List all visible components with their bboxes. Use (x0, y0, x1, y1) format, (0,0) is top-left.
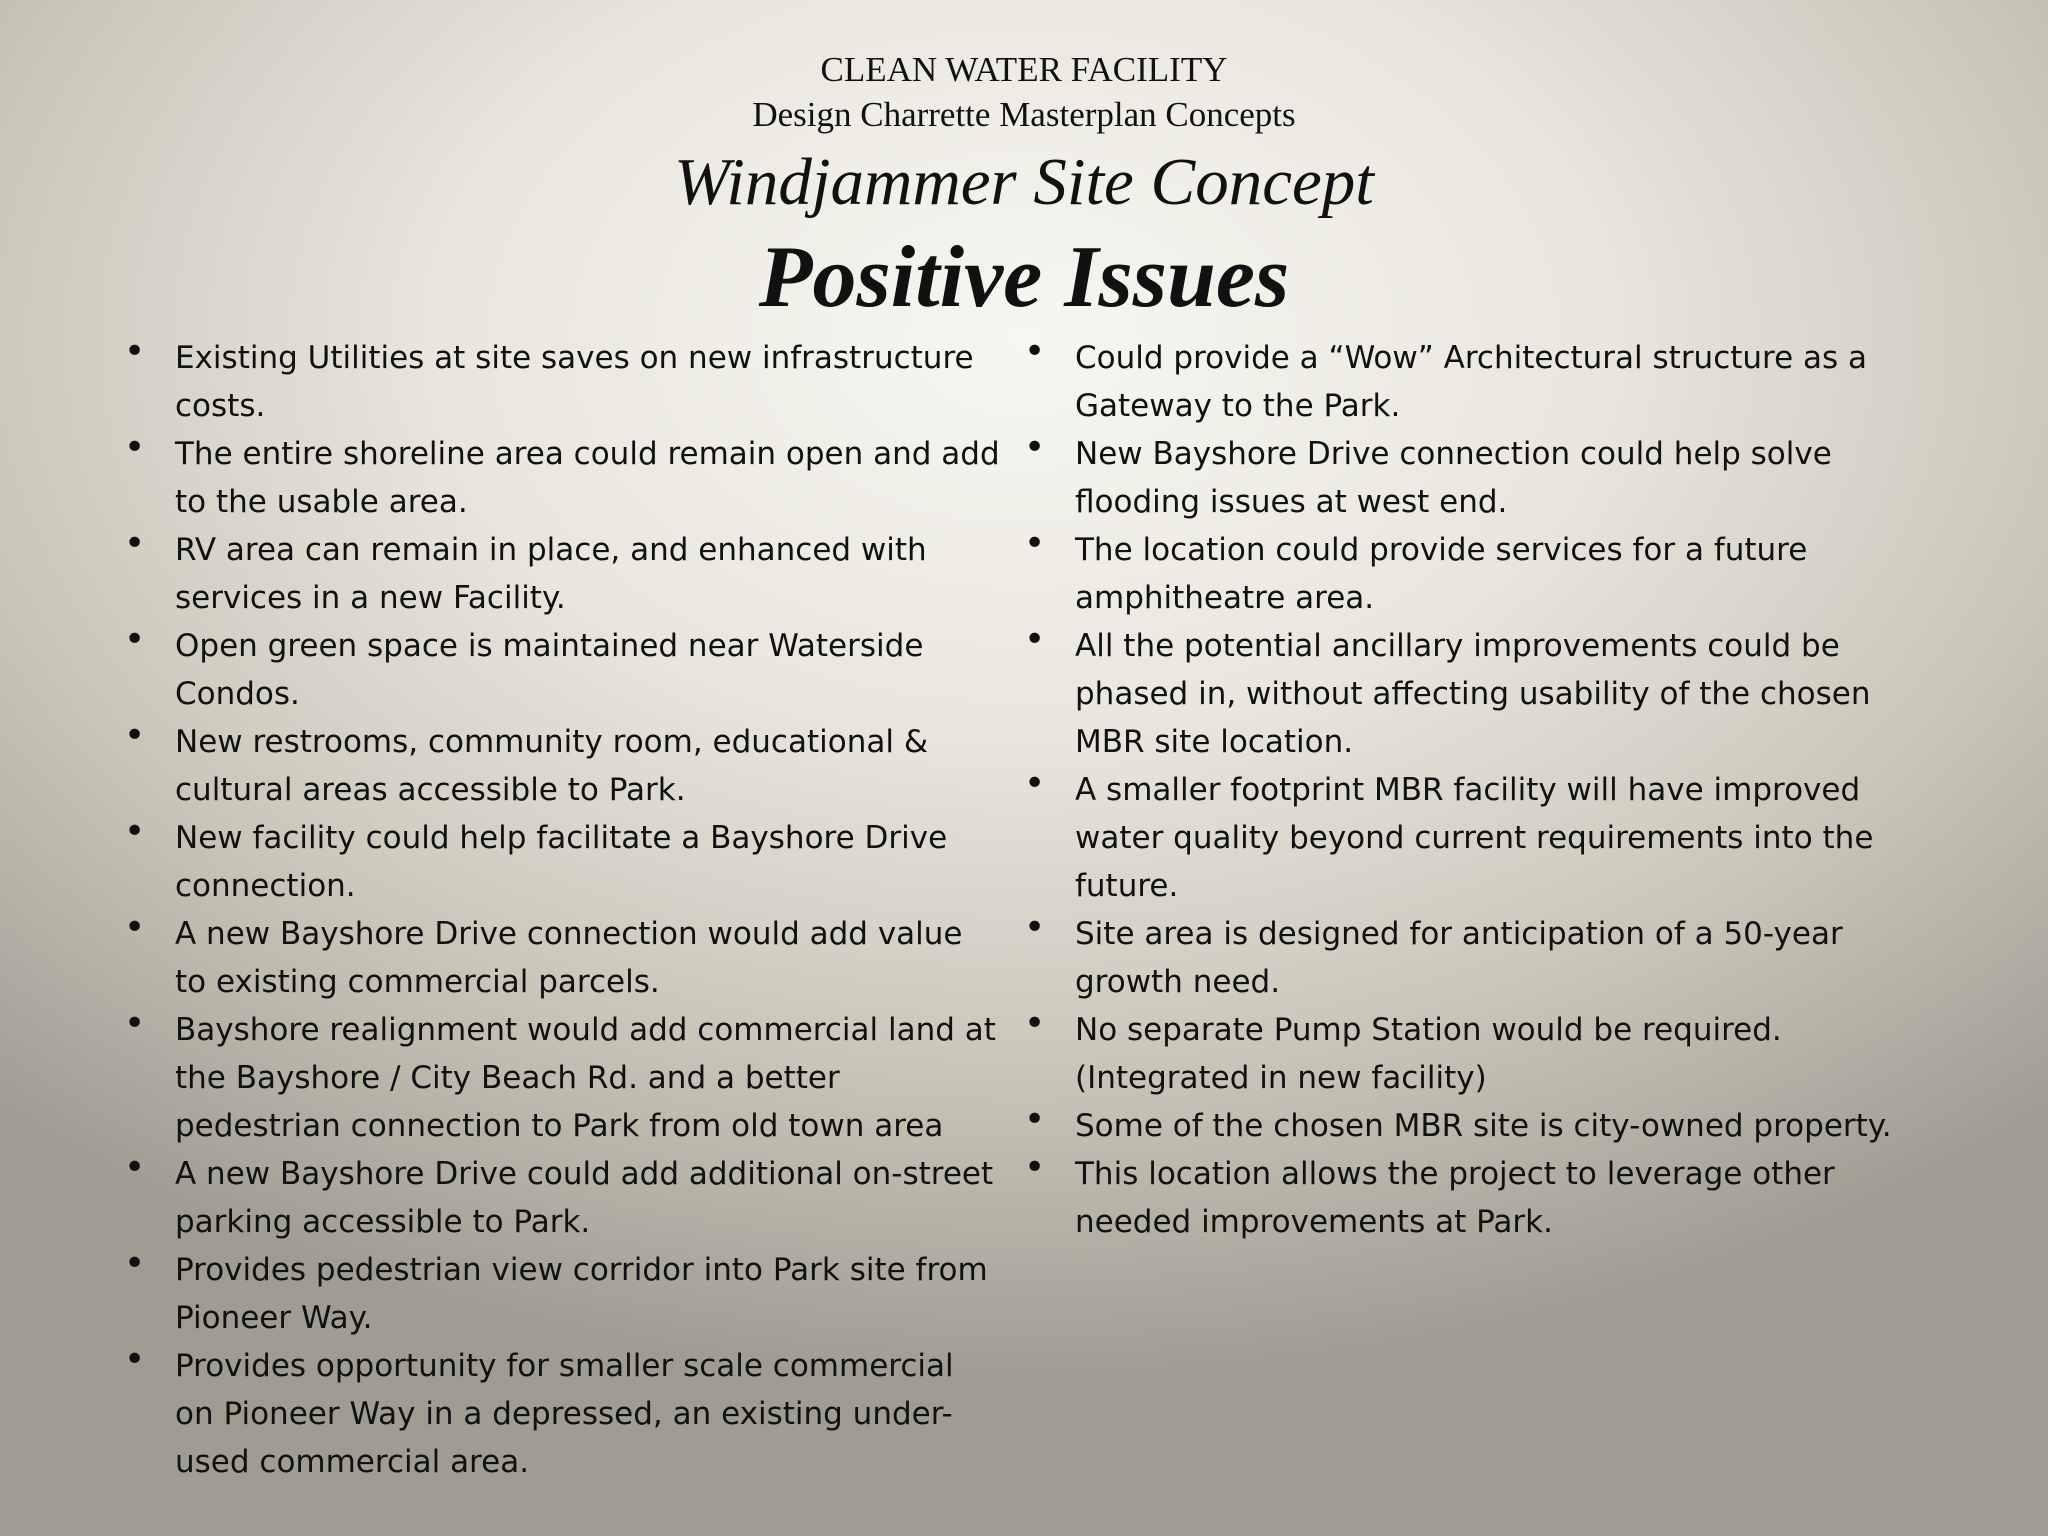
list-item: • Open green space is maintained near Waterside Condos. (120, 622, 1000, 718)
list-item: • No separate Pump Station would be required. (Integrated in new facility) (1020, 1006, 1930, 1102)
page-title: Positive Issues (758, 229, 1290, 326)
list-item: • Bayshore realignment would add commercial land at the Bayshore / City Beach Rd. and a better pedestrian connection to Park from old town area (120, 1006, 1000, 1150)
list-item: • New Bayshore Drive connection could help solve flooding issues at west end. (1020, 430, 1930, 526)
list-item: • A new Bayshore Drive connection would add value to existing commercial parcels. (120, 910, 1000, 1006)
list-item: • Existing Utilities at site saves on new infrastructure costs. (120, 334, 1000, 430)
list-item: • Provides pedestrian view corridor into Park site from Pioneer Way. (120, 1246, 1000, 1342)
list-item: • RV area can remain in place, and enhanced with services in a new Facility. (120, 526, 1000, 622)
list-item: • Provides opportunity for smaller scale commercial on Pioneer Way in a depressed, an existing under-used commercial area. (120, 1342, 1000, 1486)
list-item: • Could provide a “Wow” Architectural structure as a Gateway to the Park. (1020, 334, 1930, 430)
charrette-subheading: Design Charrette Masterplan Concepts (752, 95, 1296, 134)
left-bullet-list (120, 334, 1000, 1486)
site-concept-heading: Windjammer Site Concept (674, 145, 1374, 219)
list-item: • Some of the chosen MBR site is city-owned property. (1020, 1102, 1930, 1150)
list-item: • New facility could help facilitate a Bayshore Drive connection. (120, 814, 1000, 910)
list-item: • All the potential ancillary improvements could be phased in, without affecting usability of the chosen MBR site location. (1020, 622, 1930, 766)
right-bullet-list (1020, 334, 1930, 1246)
list-item: • The entire shoreline area could remain open and add to the usable area. (120, 430, 1000, 526)
list-item: • The location could provide services for a future amphitheatre area. (1020, 526, 1930, 622)
list-item: • This location allows the project to leverage other needed improvements at Park. (1020, 1150, 1930, 1246)
list-item: • Site area is designed for anticipation of a 50-year growth need. (1020, 910, 1930, 1006)
list-item: • New restrooms, community room, educational & cultural areas accessible to Park. (120, 718, 1000, 814)
facility-heading: CLEAN WATER FACILITY (820, 50, 1228, 89)
list-item: • A new Bayshore Drive could add additional on-street parking accessible to Park. (120, 1150, 1000, 1246)
list-item: • A smaller footprint MBR facility will have improved water quality beyond current requirements into the future. (1020, 766, 1930, 910)
